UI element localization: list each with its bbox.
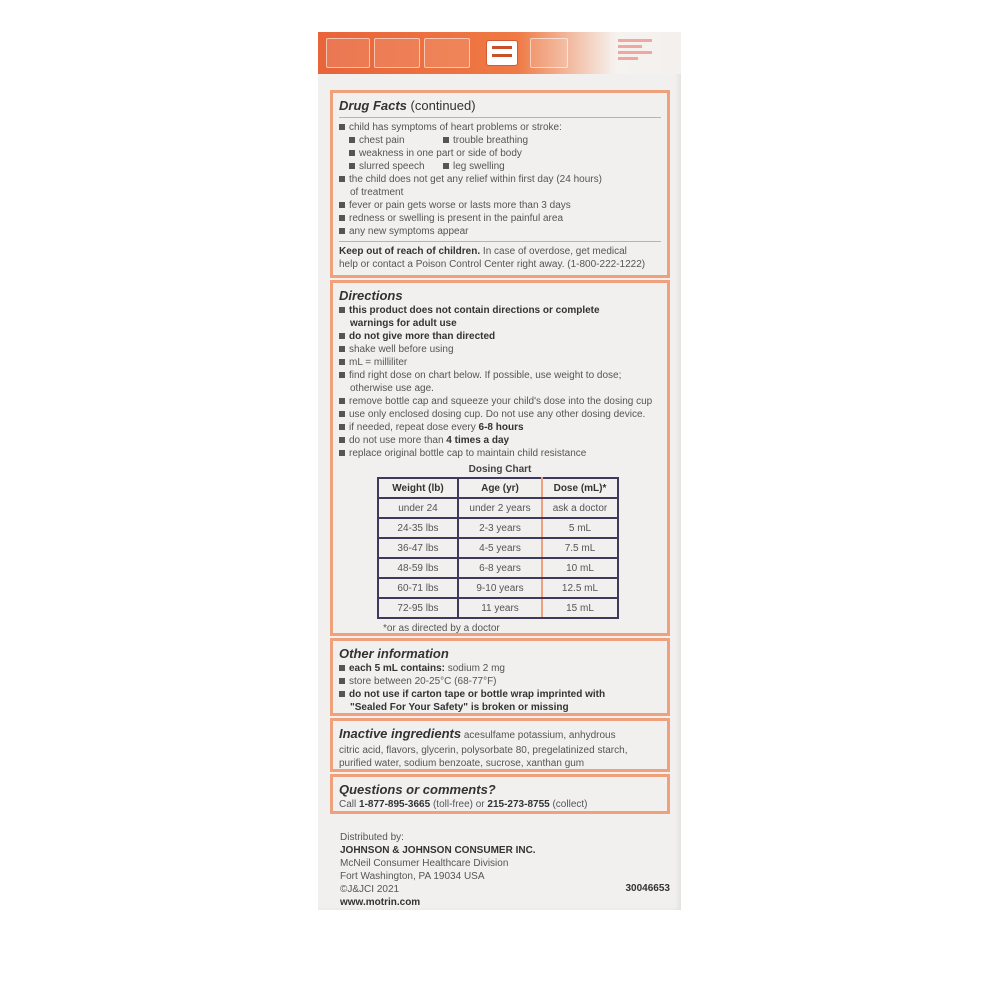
list-item: chest pain trouble breathing [339, 134, 661, 147]
list-item: warnings for adult use [350, 318, 457, 329]
brand-art [530, 38, 568, 68]
list-item: child has symptoms of heart problems or stroke: [339, 121, 661, 134]
other-information-title: Other information [339, 646, 449, 661]
keep-out-warning: Keep out of reach of children. In case of overdose, get medical [339, 246, 627, 257]
table-cell: 12.5 mL [542, 578, 618, 598]
dosing-footnote: *or as directed by a doctor [383, 623, 500, 634]
keep-out-warning: help or contact a Poison Control Center right away. (1-800-222-1222) [339, 259, 646, 270]
brand-art [326, 38, 370, 68]
table-cell: 6-8 years [458, 558, 542, 578]
list-item: of treatment [350, 187, 404, 198]
drug-facts-panel [330, 90, 670, 278]
list-item: shake well before using [339, 343, 661, 356]
drug-facts-title: Drug Facts (continued) [339, 98, 476, 113]
list-item: find right dose on chart below. If possible, use weight to dose; [339, 369, 661, 382]
list-item: slurred speech leg swelling [339, 160, 661, 173]
table-cell: 48-59 lbs [378, 558, 458, 578]
list-item: store between 20-25°C (68-77°F) [339, 675, 661, 688]
table-cell: 2-3 years [458, 518, 542, 538]
other-information-panel [330, 638, 670, 716]
table-row [378, 578, 618, 598]
table-row [378, 518, 618, 538]
list-item: this product does not contain directions or complete [339, 304, 661, 317]
table-cell: 5 mL [542, 518, 618, 538]
table-cell: 11 years [458, 598, 542, 618]
website: www.motrin.com [340, 897, 421, 908]
age-badge-icon [486, 40, 518, 66]
inactive-ingredients-title: Inactive ingredients [339, 726, 462, 741]
table-cell: under 24 [378, 498, 458, 518]
list-item: weakness in one part or side of body [339, 147, 661, 160]
table-cell: 7.5 mL [542, 538, 618, 558]
carton-top-band [318, 32, 681, 74]
column-header: Weight (lb) [378, 478, 458, 498]
column-header: Dose (mL)* [542, 478, 618, 498]
list-item: each 5 mL contains: sodium 2 mg [339, 662, 661, 675]
table-cell: 15 mL [542, 598, 618, 618]
distributor-line: Fort Washington, PA 19034 USA [340, 871, 485, 882]
table-header-row [378, 478, 618, 498]
inactive-ingredients-line: Inactive ingredients acesulfame potassium, anhydrous [339, 726, 616, 741]
phone-number: 1-877-895-3665 [359, 799, 431, 810]
table-cell: 9-10 years [458, 578, 542, 598]
list-item: do not give more than directed [339, 330, 661, 343]
inactive-ingredients-line: purified water, sodium benzoate, sucrose, xanthan gum [339, 758, 585, 769]
list-item: redness or swelling is present in the painful area [339, 212, 661, 225]
brand-art [374, 38, 420, 68]
table-cell: 4-5 years [458, 538, 542, 558]
list-item: do not use more than 4 times a day [339, 434, 661, 447]
list-item: use only enclosed dosing cup. Do not use any other dosing device. [339, 408, 661, 421]
list-item: fever or pain gets worse or lasts more than 3 days [339, 199, 661, 212]
distributor-line: ©J&JCI 2021 [340, 884, 400, 895]
table-row [378, 538, 618, 558]
table-cell: 36-47 lbs [378, 538, 458, 558]
directions-panel [330, 280, 670, 636]
table-cell: 10 mL [542, 558, 618, 578]
list-item: replace original bottle cap to maintain child resistance [339, 447, 661, 460]
product-code: 30046653 [625, 883, 670, 894]
questions-panel [330, 774, 670, 814]
directions-title: Directions [339, 288, 403, 303]
column-header: Age (yr) [458, 478, 542, 498]
contact-line: Call 1-877-895-3665 (toll-free) or 215-273-8755 (collect) [339, 799, 588, 810]
brand-art [424, 38, 470, 68]
inactive-ingredients-panel [330, 718, 670, 772]
list-item: do not use if carton tape or bottle wrap imprinted with [339, 688, 661, 701]
list-item: the child does not get any relief within first day (24 hours) [339, 173, 661, 186]
dosing-chart [377, 477, 619, 619]
dosing-chart-title: Dosing Chart [468, 464, 532, 475]
phone-number: 215-273-8755 [487, 799, 550, 810]
table-cell: 60-71 lbs [378, 578, 458, 598]
list-item: if needed, repeat dose every 6-8 hours [339, 421, 661, 434]
distributor-info [340, 831, 670, 909]
table-cell: 72-95 lbs [378, 598, 458, 618]
table-row [378, 598, 618, 618]
distributor-line: McNeil Consumer Healthcare Division [340, 858, 509, 869]
table-cell: ask a doctor [542, 498, 618, 518]
inactive-ingredients-line: citric acid, flavors, glycerin, polysorbate 80, pregelatinized starch, [339, 745, 628, 756]
table-cell: under 2 years [458, 498, 542, 518]
distributor-line: JOHNSON & JOHNSON CONSUMER INC. [340, 845, 536, 856]
table-cell: 24-35 lbs [378, 518, 458, 538]
questions-title: Questions or comments? [339, 782, 496, 797]
distributor-line: Distributed by: [340, 832, 404, 843]
list-item: remove bottle cap and squeeze your child's dose into the dosing cup [339, 395, 661, 408]
list-item: mL = milliliter [339, 356, 661, 369]
list-item: otherwise use age. [350, 383, 434, 394]
table-row [378, 558, 618, 578]
pink-text-art [618, 36, 652, 70]
list-item: any new symptoms appear [339, 225, 661, 238]
carton-back-panel [318, 32, 681, 910]
list-item: "Sealed For Your Safety" is broken or missing [350, 702, 569, 713]
table-row [378, 498, 618, 518]
